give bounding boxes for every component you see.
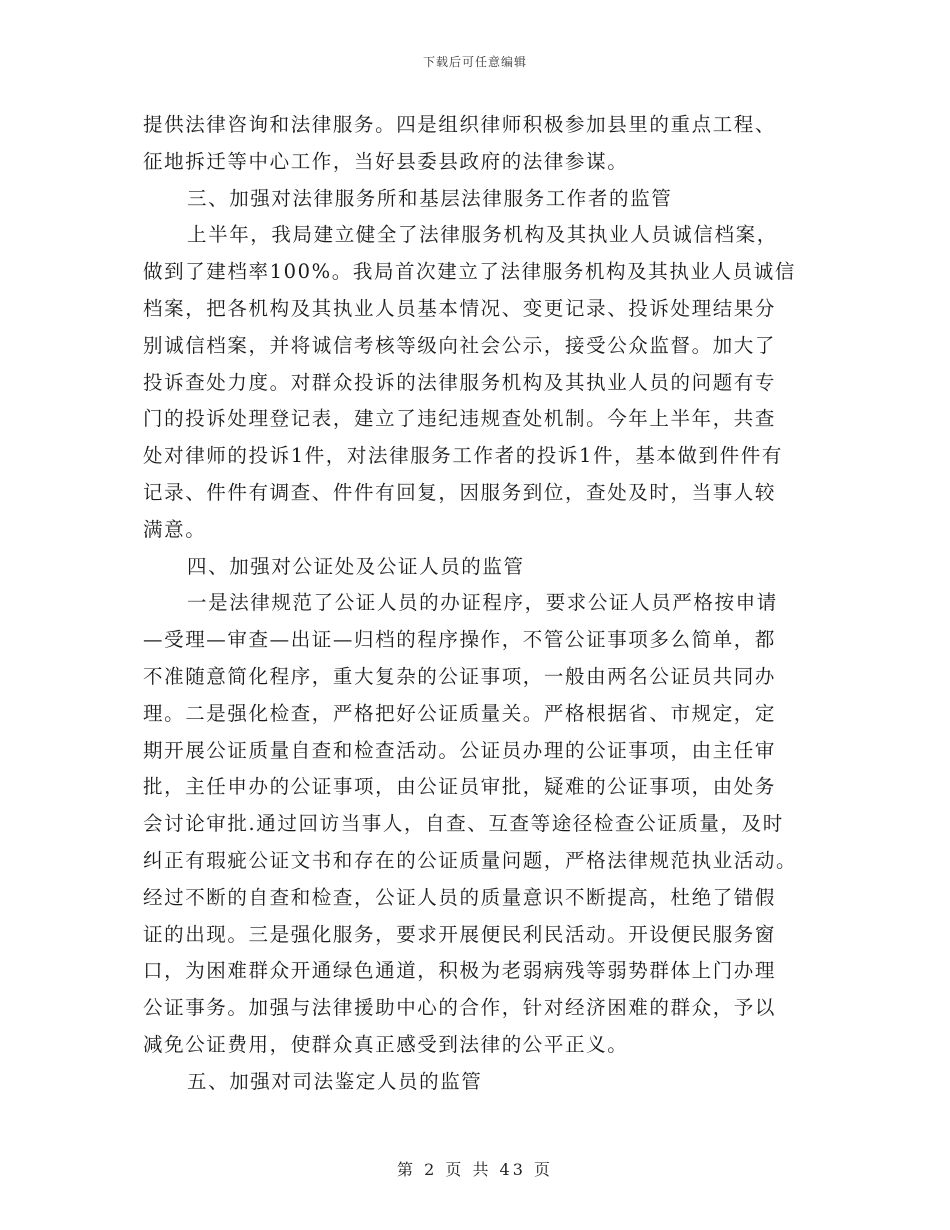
body-line: —受理—审查—出证—归档的程序操作，不管公证事项多么简单，都 <box>143 628 777 652</box>
body-line: 会讨论审批.通过回访当事人，自查、互查等途径检查公证质量，及时 <box>143 812 784 836</box>
body-line: 投诉查处力度。对群众投诉的法律服务机构及其执业人员的问题有专 <box>143 370 777 394</box>
body-line: 提供法律咨询和法律服务。四是组织律师积极参加县里的重点工程、 <box>143 113 777 136</box>
section-heading: 五、加强对司法鉴定人员的监管 <box>187 1069 483 1093</box>
body-line: 口，为困难群众开通绿色通道，积极为老弱病残等弱势群体上门办理 <box>143 959 777 983</box>
body-line: 经过不断的自查和检查，公证人员的质量意识不断提高，杜绝了错假 <box>143 885 777 909</box>
page-number-footer: 第 2 页 共 43 页 <box>397 1160 553 1179</box>
body-line: 批，主任申办的公证事项，由公证员审批，疑难的公证事项，由处务 <box>143 775 777 799</box>
body-line: 公证事务。加强与法律援助中心的合作，针对经济困难的群众，予以 <box>143 996 777 1020</box>
page-header-note: 下载后可任意编辑 <box>422 55 527 69</box>
body-line: 做到了建档率100%。我局首次建立了法律服务机构及其执业人员诚信 <box>143 260 796 284</box>
body-line: 证的出现。三是强化服务，要求开展便民利民活动。开设便民服务窗 <box>143 922 777 946</box>
body-line: 期开展公证质量自查和检查活动。公证员办理的公证事项，由主任审 <box>143 738 777 762</box>
body-line: 档案，把各机构及其执业人员基本情况、变更记录、投诉处理结果分 <box>143 296 777 320</box>
body-line: 纠正有瑕疵公证文书和存在的公证质量问题，严格法律规范执业活动。 <box>143 848 798 872</box>
body-line: 征地拆迁等中心工作，当好县委县政府的法律参谋。 <box>143 149 629 173</box>
body-line: 理。二是强化检查，严格把好公证质量关。严格根据省、市规定，定 <box>143 701 777 725</box>
body-line: 减免公证费用，使群众真正感受到法律的公平正义。 <box>143 1032 629 1056</box>
section-heading: 三、加强对法律服务所和基层法律服务工作者的监管 <box>187 186 673 210</box>
body-line: 上半年，我局建立健全了法律服务机构及其执业人员诚信档案， <box>187 223 778 247</box>
body-line: 一是法律规范了公证人员的办证程序，要求公证人员严格按申请 <box>187 591 778 615</box>
body-line: 记录、件件有调查、件件有回复，因服务到位，查处及时，当事人较 <box>143 480 777 504</box>
document-body <box>143 107 813 1101</box>
body-line: 门的投诉处理登记表，建立了违纪违规查处机制。今年上半年，共查 <box>143 407 777 431</box>
section-heading: 四、加强对公证处及公证人员的监管 <box>187 554 525 578</box>
body-line: 不准随意简化程序，重大复杂的公证事项，一般由两名公证员共同办 <box>143 664 777 688</box>
body-line: 处对律师的投诉1件，对法律服务工作者的投诉1件，基本做到件件有 <box>143 444 783 468</box>
body-line: 别诚信档案，并将诚信考核等级向社会公示，接受公众监督。加大了 <box>143 333 777 357</box>
body-line: 满意。 <box>143 517 207 541</box>
